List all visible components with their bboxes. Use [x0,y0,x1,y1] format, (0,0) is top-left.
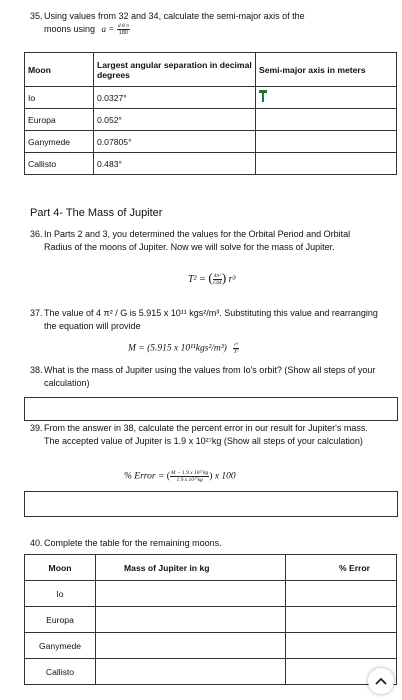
eq-fraction [233,342,239,355]
formula-denominator: 180 [118,29,128,36]
chevron-up-icon [375,677,387,685]
axis-input-cell[interactable] [256,87,397,109]
eq-lhs: T² = [188,274,206,285]
mass-input-cell[interactable] [96,607,286,633]
question-number: 37. [30,308,43,318]
error-input-cell[interactable] [286,633,397,659]
eq-fraction [170,470,209,483]
formula-numerator: d θ π [117,22,129,29]
question-37 [30,307,380,332]
table-row [25,109,397,131]
mass-input-cell[interactable] [96,633,286,659]
text-cursor-cap-icon [259,90,267,93]
header-axis: Semi-major axis in meters [256,53,397,87]
moon-cell: Ganymede [25,633,96,659]
kepler-equation: T² = ( $\frac{\text{4π²}}{GM}$ ) r³ [188,270,236,287]
table-row [25,607,397,633]
question-text: Complete the table for the remaining moons. [44,538,222,548]
header-moon: Moon [25,53,94,87]
question-formula-line [44,23,380,36]
question-text-2: moons using [44,23,96,34]
eq-rhs: x 100 [214,471,236,482]
eq-denominator: GM [212,280,222,287]
table-row [25,87,397,109]
header-error: % Error [286,555,397,581]
eq-fraction [213,273,222,286]
header-mass: Mass of Jupiter in kg [96,555,286,581]
question-number: 40. [30,538,43,548]
eq-denominator: 1.9 x 10²⁷kg [176,477,203,483]
table-row [25,633,397,659]
question-text: Using values from 32 and 34, calculate the semi-major axis of the [44,11,305,21]
table-row [25,131,397,153]
eq-numerator: M − 1.9 x 10²⁷kg [170,470,209,476]
table-row [25,581,397,607]
moon-cell: Callisto [25,659,96,685]
question-39 [30,422,380,447]
formula-fraction [117,23,130,36]
question-text: The value of 4 π² / G is 5.915 x 10¹¹ kgs²/m³. Substituting this value and rearranging the equation will provide [44,308,378,331]
eq-main: M = (5.915 x 10¹¹kgs²/m³) [128,343,227,354]
scroll-to-top-button[interactable] [368,668,394,694]
question-number: 36. [30,229,43,239]
question-40 [30,537,380,550]
question-35 [30,10,380,36]
header-moon: Moon [25,555,96,581]
table-row [25,659,397,685]
axis-input-cell[interactable] [256,109,397,131]
header-angle: Largest angular separation in decimal degrees [94,53,256,87]
percent-error-equation: % Error = ( $\frac{\text{M − 1.9 x 10²⁷kg}}{\text{1.9 x 10²⁷kg}}$ ) x 100 [124,470,236,483]
eq-rhs: r³ [228,274,236,285]
moon-cell: Europa [25,607,96,633]
formula-lhs: a = [101,23,115,34]
moon-cell: Callisto [25,153,94,175]
angle-cell: 0.052° [94,109,256,131]
question-text: What is the mass of Jupiter using the values from Io's orbit? (Show all steps of your calculation) [44,365,376,388]
eq-numerator: r³ [234,342,238,348]
question-38 [30,364,380,389]
question-number: 38. [30,365,43,375]
angle-cell: 0.07805° [94,131,256,153]
moon-cell: Io [25,87,94,109]
mass-input-cell[interactable] [96,581,286,607]
mass-equation [128,342,239,355]
axis-input-cell[interactable] [256,153,397,175]
question-number: 39. [30,423,43,433]
eq-numerator: 4π² [213,273,221,280]
question-number: 35. [30,11,43,21]
section-heading: Part 4- The Mass of Jupiter [30,207,163,219]
table-row [25,153,397,175]
axis-input-cell[interactable] [256,131,397,153]
jupiter-mass-table [24,554,397,685]
error-input-cell[interactable] [286,607,397,633]
angle-cell: 0.483° [94,153,256,175]
angle-cell: 0.0327° [94,87,256,109]
answer-box-38[interactable] [24,397,398,421]
semi-major-axis-table [24,52,397,175]
eq-denominator: T² [233,349,239,355]
moon-cell: Europa [25,109,94,131]
answer-box-39[interactable] [24,491,398,517]
moon-cell: Ganymede [25,131,94,153]
question-36 [30,228,380,253]
question-text: In Parts 2 and 3, you determined the values for the Orbital Period and Orbital Radius of the moons of Jupiter. Now we will solve for the mass of Jupiter. [44,229,351,252]
error-input-cell[interactable] [286,581,397,607]
mass-input-cell[interactable] [96,659,286,685]
eq-lhs: % Error = [124,471,165,482]
question-text: From the answer in 38, calculate the percent error in our result for Jupiter's mass. The accepted value of Jupiter is 1.9 x 10²⁷kg (Show all steps of your calculation) [44,423,368,446]
moon-cell: Io [25,581,96,607]
